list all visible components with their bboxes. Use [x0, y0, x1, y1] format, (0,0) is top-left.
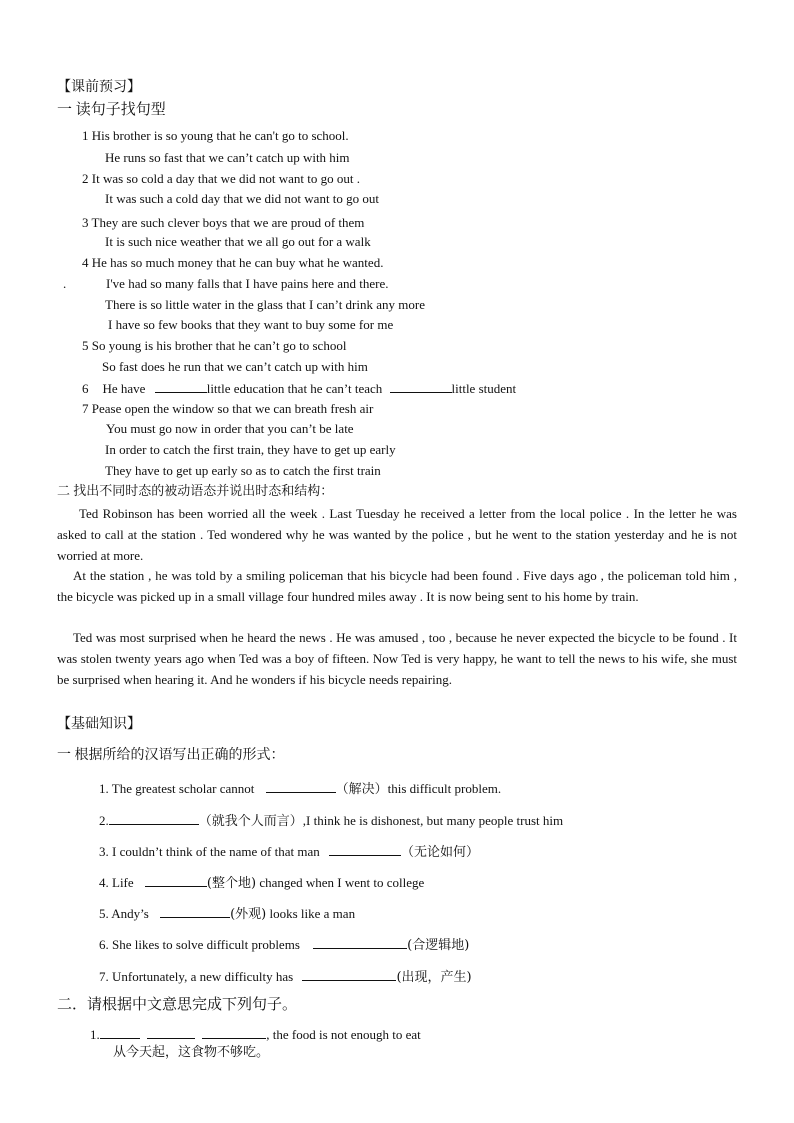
- answer-blank[interactable]: [109, 812, 199, 825]
- item-text: ,I think he is dishonest, but many people trust him: [302, 813, 564, 828]
- exercise-item: [99, 780, 501, 798]
- fill-blank[interactable]: [390, 380, 452, 393]
- stray-dot: .: [63, 276, 67, 291]
- item-text: 6. She likes to solve difficult problems: [99, 937, 300, 952]
- line6-part-b: little education that he can’t teach: [206, 381, 383, 396]
- sentence-line: 2 It was so cold a day that we did not want to go out .: [82, 171, 361, 186]
- reading-paragraph: Ted Robinson has been worried all the week . Last Tuesday he received a letter from the local police . In the letter he was asked to call at the station . Ted wondered why he was wanted by the police , but he went to the station yesterday and he is not worried at more.: [57, 506, 737, 563]
- fill-blank[interactable]: [155, 380, 207, 393]
- answer-blank[interactable]: [202, 1026, 266, 1039]
- chinese-hint: (整个地): [206, 876, 257, 891]
- sentence-line: I have so few books that they want to buy some for me: [108, 317, 394, 332]
- sentence-line: In order to catch the first train, they have to get up early: [105, 442, 396, 457]
- translation-chinese: 从今天起，这食物不够吃。: [113, 1045, 270, 1060]
- sentence-line: They have to get up early so as to catch the first train: [105, 463, 381, 478]
- item-text: 4. Life: [99, 875, 134, 890]
- sentence-line: 7 Pease open the window so that we can breath fresh air: [82, 401, 374, 416]
- reading-paragraph: Ted was most surprised when he heard the news . He was amused , too , because he never expected the bicycle to be found . It was stolen twenty years ago when Ted was a boy of fifteen. Now Ted is very happy, he want to tell the news to his wife, she must be surprised when hearing it. And he wonders if his bicycle needs repairing.: [57, 630, 737, 687]
- exercise-item: [99, 905, 355, 923]
- chinese-hint: (出现，产生): [396, 970, 472, 985]
- item-number: 1.: [90, 1027, 100, 1042]
- line6-part-a: He have: [102, 381, 146, 396]
- answer-blank[interactable]: [329, 843, 401, 856]
- item-text: 7. Unfortunately, a new difficulty has: [99, 969, 294, 984]
- item-text: 5. Andy’s: [99, 906, 149, 921]
- sentence-line: So fast does he run that we can’t catch up with him: [102, 359, 368, 374]
- sentence-line: It is such nice weather that we all go out for a walk: [105, 234, 371, 249]
- sentence-line: It was such a cold day that we did not want to go out: [105, 191, 380, 206]
- basics-title: 【基础知识】: [57, 717, 141, 732]
- exercise-item: [99, 936, 469, 954]
- item-text: this difficult problem.: [387, 781, 502, 796]
- exercise-item: [99, 812, 563, 830]
- answer-blank[interactable]: [160, 905, 230, 918]
- answer-blank[interactable]: [145, 874, 207, 887]
- sentence-line: You must go now in order that you can’t be late: [106, 421, 354, 436]
- line6-part-c: little student: [451, 381, 517, 396]
- sentence-line: 1 His brother is so young that he can't go to school.: [82, 128, 349, 143]
- reading-paragraph: At the station , he was told by a smiling policeman that his bicycle had been found . Five days ago , the policeman told him , the bicycle was picked up in a small village four hundred miles away . It is now being sent to his home by train.: [57, 568, 737, 604]
- sentence-line: There is so little water in the glass that I can’t drink any more: [105, 297, 425, 312]
- chinese-hint: （就我个人而言）: [198, 814, 303, 829]
- sentence-line: He runs so fast that we can’t catch up with him: [105, 150, 350, 165]
- item-text: looks like a man: [269, 906, 356, 921]
- chinese-hint: （无论如何）: [400, 845, 479, 860]
- item-text: 3. I couldn’t think of the name of that man: [99, 844, 320, 859]
- sentence-line: 5 So young is his brother that he can’t go to school: [82, 338, 347, 353]
- sentence-line-6: [82, 380, 516, 397]
- sentence-line: I've had so many falls that I have pains here and there.: [106, 276, 389, 291]
- answer-blank[interactable]: [100, 1026, 140, 1039]
- item-text: 2.: [99, 813, 109, 828]
- answer-blank[interactable]: [147, 1026, 195, 1039]
- item-text: changed when I went to college: [259, 875, 425, 890]
- exercise-item: [99, 843, 479, 861]
- chinese-hint: (外观): [230, 907, 267, 922]
- answer-blank[interactable]: [266, 780, 336, 793]
- section1-heading: 一 读句子找句型: [57, 102, 166, 118]
- sentence-line: 3 They are such clever boys that we are proud of them: [82, 215, 365, 230]
- sentence-line: 4 He has so much money that he can buy what he wanted.: [82, 255, 384, 270]
- answer-blank[interactable]: [313, 936, 407, 949]
- basics-section1-heading: 一 根据所给的汉语写出正确的形式：: [57, 748, 285, 763]
- item-text: , the food is not enough to eat: [266, 1027, 421, 1042]
- line6-number: 6: [82, 381, 89, 396]
- preview-title: 【课前预习】: [57, 80, 141, 95]
- exercise-item: [99, 874, 424, 892]
- chinese-hint: （解决）: [335, 782, 388, 797]
- basics-section2-heading: 二．请根据中文意思完成下列句子。: [57, 997, 298, 1013]
- exercise-item: [99, 968, 472, 986]
- section2-heading: 二 找出不同时态的被动语态并说出时态和结构：: [57, 483, 334, 498]
- answer-blank[interactable]: [302, 968, 396, 981]
- chinese-hint: (合逻辑地): [407, 938, 470, 953]
- translation-item: [90, 1026, 421, 1043]
- item-text: 1. The greatest scholar cannot: [99, 781, 255, 796]
